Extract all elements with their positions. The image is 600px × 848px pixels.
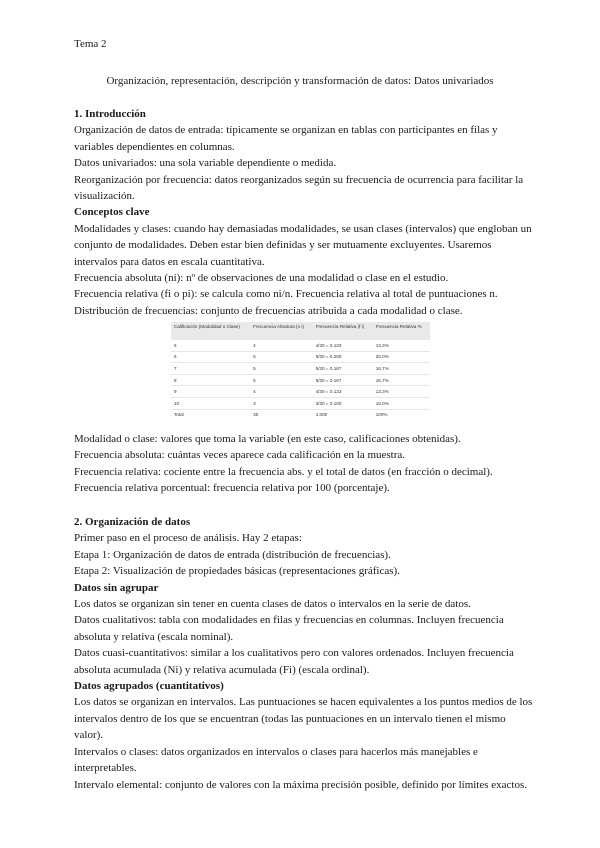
- table-cell: Total: [174, 412, 184, 418]
- section-organizacion: [74, 514, 536, 793]
- section-introduction: [74, 106, 536, 319]
- table-cell: 100%: [375, 412, 388, 418]
- paragraph: Reorganización por frecuencia: datos reorganizados según su frecuencia de ocurrencia para facilitar la visualización.: [74, 173, 524, 203]
- table-row: [171, 397, 430, 409]
- paragraph: Intervalos o clases: datos organizados en intervalos o clases para hacerlos más manejables e interpretables.: [74, 745, 478, 775]
- paragraph: Etapa 1: Organización de datos de entrada (distribución de frecuencias).: [74, 548, 391, 561]
- document-title: Organización, representación, descripción y transformación de datos: Datos univariados: [106, 75, 494, 87]
- paragraph: Modalidades y clases: cuando hay demasiadas modalidades, se usan clases (intervalos) que engloban un conjunto de modalidades. Deben estar bien definidas y ser mutuamente excluyentes. Usaremos intervalos para datos en escala cuantitativa.: [74, 222, 532, 268]
- table-cell: 4: [250, 340, 313, 351]
- table-row: [171, 351, 430, 363]
- column-header: Frecuencia Relativa %: [373, 322, 430, 340]
- table-cell: 16,7%: [373, 363, 430, 375]
- table-row: [171, 374, 430, 386]
- paragraph: Frecuencia absoluta: cuántas veces aparece cada calificación en la muestra.: [74, 449, 406, 462]
- paragraph: Datos cuasi-cuantitativos: similar a los cualitativos pero con valores ordenados. Incluyen frecuencia absoluta acumulada (Ni) y relativa acumulada (Fi) (escala ordinal).: [74, 647, 514, 676]
- paragraph: Los datos se organizan sin tener en cuenta clases de datos o intervalos en la serie de datos.: [74, 598, 471, 611]
- frequency-table: [171, 322, 430, 420]
- paragraph: Distribución de frecuencias: conjunto de frecuencias atribuida a cada modalidad o clase.: [74, 304, 463, 317]
- topic-header: Tema 2: [74, 38, 107, 50]
- table-cell: 5: [250, 363, 313, 375]
- table-cell: 5/30 = 0.167: [313, 363, 373, 375]
- paragraph: Datos cualitativos: tabla con modalidades en filas y frecuencias en columnas. Incluyen frecuencia absoluta y relativa (escala nominal).: [74, 614, 504, 643]
- subsection-heading: Conceptos clave: [74, 206, 150, 219]
- paragraph: Frecuencia relativa (fi o pi): se calcula como ni/n. Frecuencia relativa al total de puntuaciones n.: [74, 288, 498, 301]
- table-total-row: [171, 409, 430, 420]
- table-cell: 4: [250, 386, 313, 398]
- table-cell: 10,0%: [373, 397, 430, 409]
- table-cell: 13,3%: [373, 340, 430, 351]
- table-cell: 6/30 = 0.200: [313, 351, 373, 363]
- table-cell: 8: [171, 374, 250, 386]
- column-header: Calificación (Modalidad o Clase): [171, 322, 250, 340]
- paragraph: Intervalo elemental: conjunto de valores con la máxima precisión posible, definido por límites exactos.: [74, 778, 528, 791]
- table-header-row: [171, 322, 430, 340]
- table-cell: 4/30 = 0.133: [313, 340, 373, 351]
- column-header: Frecuencia Relativa (f i): [313, 322, 373, 340]
- table-cell: 3: [250, 397, 313, 409]
- paragraph: Frecuencia relativa porcentual: frecuencia relativa por 100 (porcentaje).: [74, 482, 390, 495]
- table-cell: 20,0%: [373, 351, 430, 363]
- paragraph: Modalidad o clase: valores que toma la variable (en este caso, calificaciones obtenidas).: [74, 433, 461, 445]
- table-cell: 7: [171, 363, 250, 375]
- table-row: [171, 386, 430, 398]
- paragraph: Etapa 2: Visualización de propiedades básicas (representaciones gráficas).: [74, 565, 400, 578]
- table-row: [171, 363, 430, 375]
- paragraph: Los datos se organizan en intervalos. Las puntuaciones se hacen equivalentes a los puntos medios de los intervalos dentro de los que se encuentran (todas las puntuaciones en un intervalo tienen el mismo valor).: [74, 696, 533, 742]
- table-row: [171, 340, 430, 351]
- table-cell: 3/30 = 0.100: [313, 397, 373, 409]
- paragraph: Frecuencia relativa: cociente entre la frecuencia abs. y el total de datos (en fracción o decimal).: [74, 465, 493, 478]
- table-cell: 9: [171, 386, 250, 398]
- table-cell: 1.000: [315, 412, 328, 418]
- table-cell: 4/30 = 0.133: [313, 386, 373, 398]
- paragraph: Primer paso en el proceso de análisis. Hay 2 etapas:: [74, 532, 302, 545]
- table-cell: 30: [253, 412, 259, 418]
- table-cell: 10: [171, 397, 250, 409]
- subsection-heading: Datos sin agrupar: [74, 581, 159, 594]
- table-cell: 5: [250, 374, 313, 386]
- paragraph: Datos univariados: una sola variable dependiente o medida.: [74, 157, 337, 170]
- table-explanation: [74, 431, 536, 497]
- table-cell: 6: [171, 351, 250, 363]
- table-cell: 13,3%: [373, 386, 430, 398]
- section-heading: 2. Organización de datos: [74, 516, 191, 528]
- subsection-heading: Datos agrupados (cuantitativos): [74, 680, 224, 693]
- table-cell: 6: [250, 351, 313, 363]
- table-cell: 16,7%: [373, 374, 430, 386]
- paragraph: Organización de datos de entrada: típicamente se organizan en tablas con participantes en filas y variables dependientes en columnas.: [74, 124, 498, 153]
- paragraph: Frecuencia absoluta (ni): nº de observaciones de una modalidad o clase en el estudio.: [74, 272, 449, 285]
- column-header: Frecuencia Absoluta (n i): [250, 322, 313, 340]
- table-cell: 5/30 = 0.167: [313, 374, 373, 386]
- section-heading: 1. Introducción: [74, 108, 146, 120]
- table-cell: 5: [171, 340, 250, 351]
